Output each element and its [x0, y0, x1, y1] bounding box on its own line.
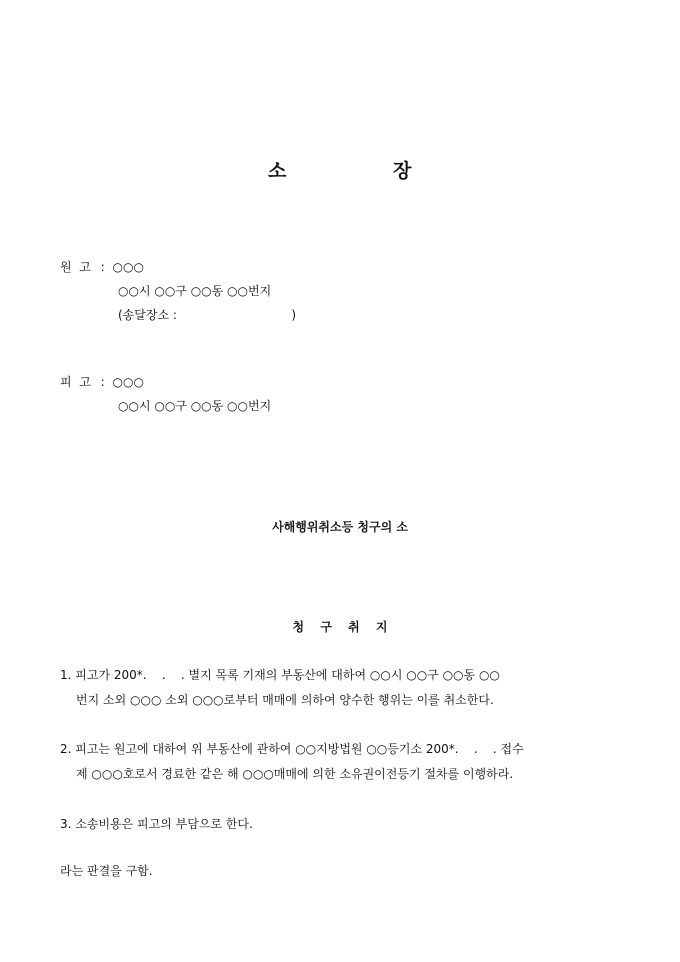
claim-item-1-line2: 번지 소외 ○○○ 소외 ○○○로부터 매매에 의하여 양수한 행위는 이를 취소한다. — [76, 693, 494, 707]
case-name: 사해행위취소등 청구의 소 — [272, 520, 408, 534]
plaintiff-name: ○○○ — [112, 260, 144, 274]
defendant-label: 피 고 — [60, 375, 91, 389]
plaintiff-colon: : — [100, 260, 105, 274]
claim-item-2-line1: 2. 피고는 원고에 대하여 위 부동산에 관하여 ○○지방법원 ○○등기소 200*. . . 접수 — [60, 742, 524, 756]
claim-item-3 — [60, 812, 640, 837]
document-title-left: 소 — [268, 160, 287, 182]
defendant-address: ○○시 ○○구 ○○동 ○○번지 — [118, 399, 272, 413]
plaintiff-service-place: (송달장소 : ) — [118, 308, 297, 322]
claim-item-1 — [60, 663, 640, 713]
plaintiff-address: ○○시 ○○구 ○○동 ○○번지 — [118, 284, 272, 298]
defendant-name: ○○○ — [112, 375, 144, 389]
claim-item-3-line1: 3. 소송비용은 피고의 부담으로 한다. — [60, 817, 253, 831]
defendant-colon: : — [100, 375, 105, 389]
document-title-right: 장 — [393, 160, 412, 182]
claim-item-2-line2: 제 ○○○호로서 경료한 같은 해 ○○○매매에 의한 소유권이전등기 절차를 이행하라. — [76, 767, 514, 781]
claim-item-2 — [60, 737, 640, 787]
claim-item-1-line1: 1. 피고가 200*. . . 별지 목록 기재의 부동산에 대하여 ○○시 ○○구 ○○동 ○○ — [60, 668, 500, 682]
plaintiff-label: 원 고 — [60, 260, 91, 274]
defendant-line — [60, 373, 144, 390]
plaintiff-line — [60, 258, 144, 275]
claim-heading: 청 구 취 지 — [292, 620, 388, 634]
closing-text: 라는 판결을 구함. — [60, 864, 153, 878]
